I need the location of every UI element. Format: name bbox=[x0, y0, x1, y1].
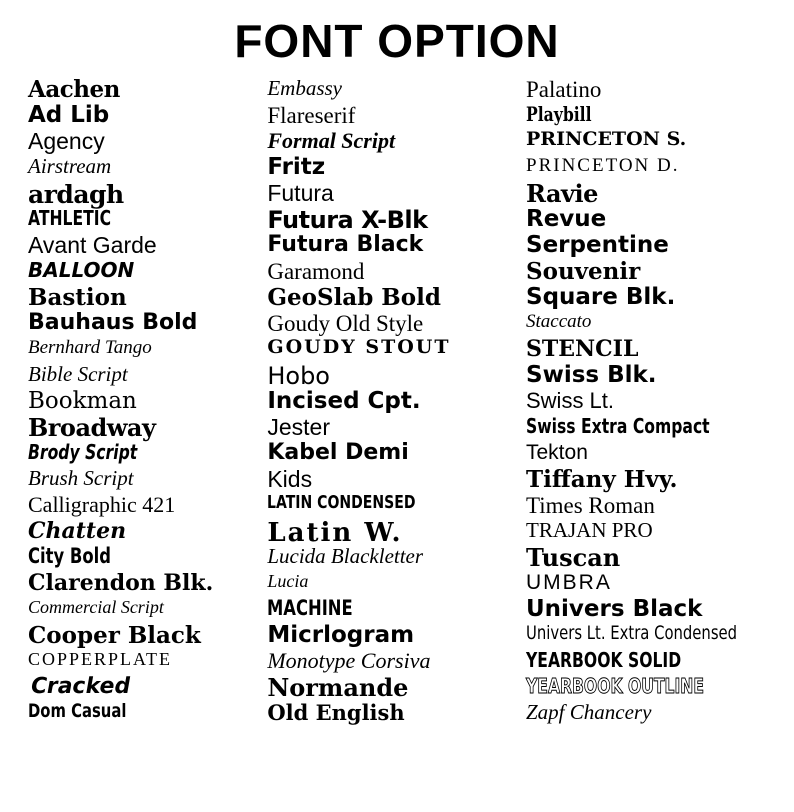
font-specimen[interactable]: Cracked bbox=[28, 674, 133, 699]
font-specimen[interactable]: Bauhaus Bold bbox=[28, 310, 198, 335]
font-specimen[interactable]: LATIN CONDENSED bbox=[267, 492, 416, 513]
page-title: FONT OPTION bbox=[234, 15, 560, 67]
font-specimen[interactable]: Dom Casual bbox=[28, 700, 127, 722]
font-specimen[interactable]: Agency bbox=[28, 128, 105, 154]
font-specimen[interactable]: Kabel Demi bbox=[267, 440, 409, 465]
font-specimen[interactable]: Embassy bbox=[267, 76, 343, 100]
font-specimen[interactable]: PRINCETON D. bbox=[526, 155, 680, 176]
font-specimen[interactable]: Jester bbox=[267, 414, 330, 440]
font-column-2 bbox=[267, 78, 526, 728]
font-specimen[interactable]: Tiffany Hvy. bbox=[526, 466, 678, 493]
font-specimen[interactable]: Bernhard Tango bbox=[28, 337, 152, 358]
font-specimen[interactable]: Zapf Chancery bbox=[526, 700, 652, 724]
font-specimen[interactable]: Bastion bbox=[28, 284, 127, 311]
font-specimen[interactable]: Formal Script bbox=[267, 128, 396, 153]
font-specimen[interactable]: Goudy Old Style bbox=[267, 311, 424, 336]
font-specimen[interactable]: Avant Garde bbox=[28, 232, 157, 258]
font-specimen[interactable]: Monotype Corsiva bbox=[267, 648, 431, 673]
font-specimen[interactable]: Times Roman bbox=[526, 493, 655, 518]
font-columns bbox=[0, 78, 794, 728]
font-specimen[interactable]: Calligraphic 421 bbox=[28, 492, 176, 517]
font-specimen[interactable]: ATHLETIC bbox=[28, 206, 112, 230]
font-specimen[interactable]: Lucia bbox=[267, 571, 309, 591]
font-specimen[interactable]: COPPERPLATE bbox=[28, 649, 173, 669]
font-specimen[interactable]: Souvenir bbox=[526, 258, 641, 285]
font-specimen[interactable]: Aachen bbox=[28, 76, 120, 103]
font-column-1 bbox=[28, 78, 267, 728]
font-specimen[interactable]: PRINCETON S. bbox=[526, 128, 687, 150]
font-specimen[interactable]: Fritz bbox=[267, 154, 326, 180]
font-specimen[interactable]: UMBRA bbox=[526, 571, 612, 594]
font-specimen[interactable]: Flareserif bbox=[267, 103, 356, 128]
font-specimen[interactable]: Normande bbox=[267, 673, 409, 702]
font-specimen[interactable]: MACHINE bbox=[267, 596, 354, 620]
font-specimen[interactable]: Swiss Blk. bbox=[526, 362, 657, 388]
font-specimen[interactable]: Revue bbox=[526, 206, 607, 232]
font-column-3 bbox=[526, 78, 776, 728]
font-specimen[interactable]: Swiss Extra Compact bbox=[526, 414, 710, 438]
font-specimen[interactable]: Chatten bbox=[28, 518, 127, 544]
font-specimen[interactable]: Brush Script bbox=[28, 466, 134, 490]
font-specimen[interactable]: Ad Lib bbox=[28, 102, 110, 128]
font-specimen[interactable]: STENCIL bbox=[526, 336, 639, 362]
font-specimen[interactable]: Garamond bbox=[267, 259, 365, 284]
font-specimen[interactable]: Old English bbox=[267, 700, 405, 725]
font-specimen[interactable]: Bookman bbox=[28, 388, 137, 414]
font-specimen[interactable]: Futura X-Blk bbox=[267, 206, 428, 234]
font-specimen[interactable]: Univers Lt. Extra Condensed bbox=[526, 622, 738, 644]
font-specimen[interactable]: ardagh bbox=[28, 180, 124, 209]
font-specimen[interactable]: Ravie bbox=[526, 179, 598, 208]
font-specimen[interactable]: Swiss Lt. bbox=[526, 388, 615, 413]
font-specimen[interactable]: Futura bbox=[267, 180, 334, 206]
font-specimen[interactable]: GOUDY STOUT bbox=[267, 336, 451, 358]
font-specimen[interactable]: Hobo bbox=[267, 362, 330, 390]
font-specimen[interactable]: City Bold bbox=[28, 544, 111, 568]
font-specimen[interactable]: GeoSlab Bold bbox=[267, 284, 441, 311]
font-specimen[interactable]: Bible Script bbox=[28, 362, 128, 386]
font-specimen[interactable]: Airstream bbox=[28, 154, 112, 178]
font-specimen[interactable]: Broadway bbox=[28, 413, 156, 442]
font-specimen[interactable]: Kids bbox=[267, 466, 313, 492]
font-specimen[interactable]: YEARBOOK OUTLINE bbox=[526, 674, 704, 698]
font-specimen[interactable]: Playbill bbox=[526, 102, 592, 126]
font-specimen[interactable]: BALLOON bbox=[28, 258, 135, 282]
font-specimen[interactable]: Cooper Black bbox=[28, 622, 201, 649]
font-specimen[interactable]: Tekton bbox=[526, 441, 588, 464]
font-specimen[interactable]: Futura Black bbox=[267, 232, 424, 257]
font-specimen[interactable]: Latin W. bbox=[267, 518, 403, 548]
font-specimen[interactable]: Staccato bbox=[526, 311, 592, 332]
font-specimen[interactable]: YEARBOOK SOLID bbox=[526, 648, 682, 672]
font-specimen[interactable]: Serpentine bbox=[526, 232, 669, 258]
font-specimen[interactable]: Commercial Script bbox=[28, 597, 164, 617]
font-specimen[interactable]: TRAJAN PRO bbox=[526, 518, 653, 542]
font-specimen[interactable]: Palatino bbox=[526, 77, 602, 102]
font-option-sheet bbox=[0, 15, 794, 812]
font-specimen[interactable]: Tuscan bbox=[526, 543, 621, 572]
font-specimen[interactable]: Incised Cpt. bbox=[267, 388, 421, 414]
font-specimen[interactable]: Square Blk. bbox=[526, 284, 676, 310]
font-specimen[interactable]: Brody Script bbox=[28, 440, 138, 464]
font-specimen[interactable]: Univers Black bbox=[526, 596, 703, 622]
font-specimen[interactable]: Clarendon Blk. bbox=[28, 570, 214, 596]
font-specimen[interactable]: Lucida Blackletter bbox=[267, 544, 424, 568]
font-specimen[interactable]: Micrlogram bbox=[267, 622, 415, 648]
